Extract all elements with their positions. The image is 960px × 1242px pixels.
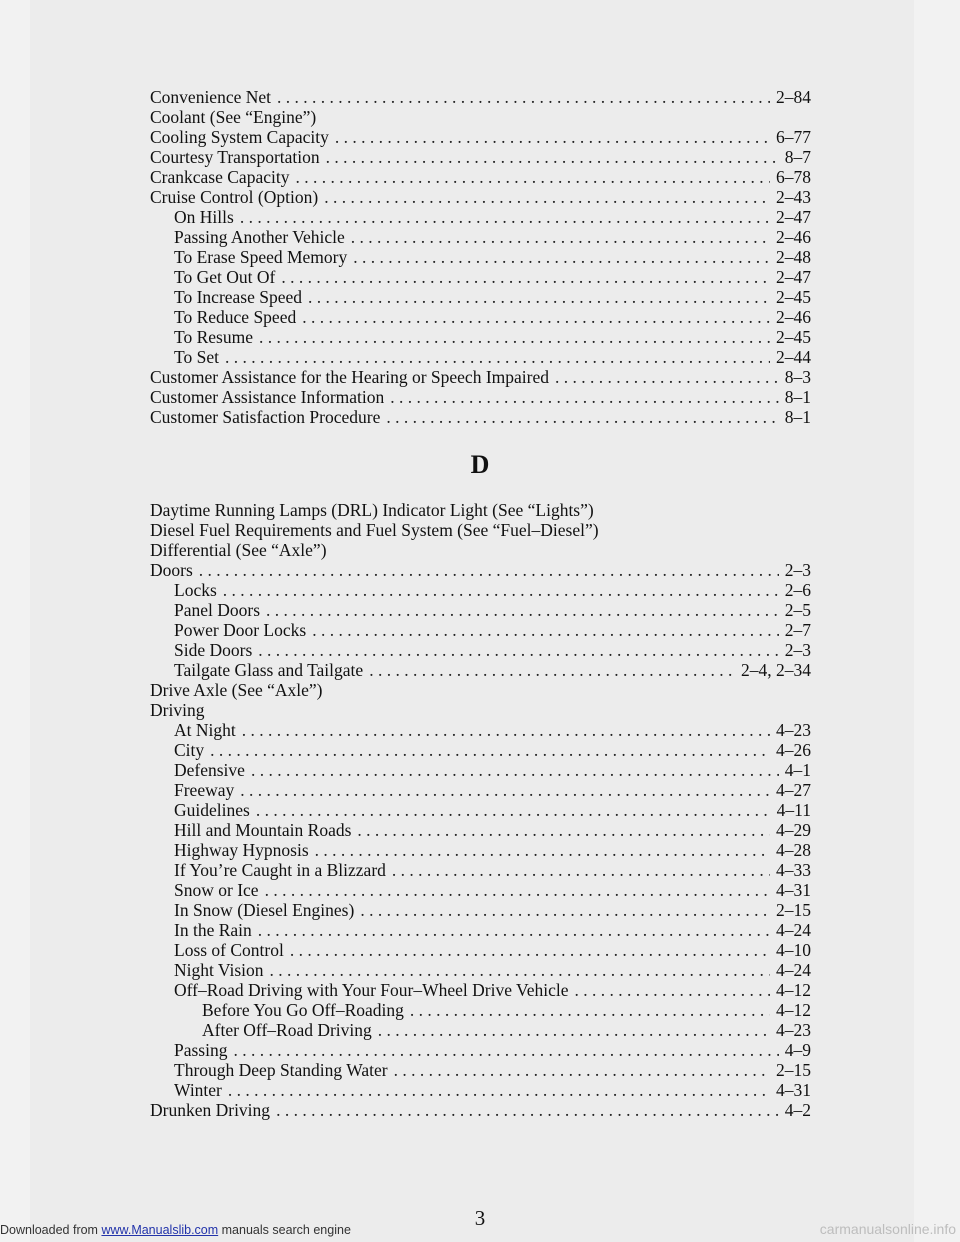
index-entry	[150, 347, 811, 367]
index-term: Tailgate Glass and Tailgate	[174, 660, 364, 680]
index-term: Cruise Control (Option)	[150, 187, 319, 207]
dot-leader	[386, 407, 778, 427]
index-entry	[150, 860, 811, 880]
index-page-ref: 4–33	[776, 860, 811, 880]
index-term: To Erase Speed Memory	[174, 247, 348, 267]
index-entry	[150, 680, 811, 700]
dot-leader	[270, 960, 770, 980]
index-page-ref: 4–28	[776, 840, 811, 860]
index-page-ref: 2–3	[784, 640, 811, 660]
dot-leader	[223, 580, 779, 600]
index-entry	[150, 940, 811, 960]
index-entry	[150, 520, 811, 540]
index-page-ref: 2–43	[776, 187, 811, 207]
index-page-ref: 2–45	[776, 287, 811, 307]
index-entry	[150, 87, 811, 107]
index-page-ref: 4–27	[776, 780, 811, 800]
index-entry	[150, 920, 811, 940]
index-page-ref: 8–1	[784, 407, 811, 427]
dot-leader	[302, 307, 770, 327]
index-term: After Off–Road Driving	[202, 1020, 372, 1040]
dot-leader	[256, 800, 771, 820]
index-term: Differential (See “Axle”)	[150, 540, 327, 560]
index-term: Drunken Driving	[150, 1100, 271, 1120]
dot-leader	[326, 147, 779, 167]
index-term: Cooling System Capacity	[150, 127, 329, 147]
index-term: Drive Axle (See “Axle”)	[150, 680, 323, 700]
index-term: Passing Another Vehicle	[174, 227, 345, 247]
dot-leader	[390, 387, 778, 407]
index-entry	[150, 1080, 811, 1100]
index-term: On Hills	[174, 207, 234, 227]
index-entry	[150, 640, 811, 660]
index-entry	[150, 880, 811, 900]
index-term: Passing	[174, 1040, 228, 1060]
dot-leader	[357, 820, 770, 840]
index-page-ref: 2–47	[776, 207, 811, 227]
dot-leader	[210, 740, 770, 760]
index-term: To Resume	[174, 327, 253, 347]
index-entry	[150, 147, 811, 167]
index-page-ref: 4–10	[776, 940, 811, 960]
index-page-ref: 2–47	[776, 267, 811, 287]
index-page-ref: 6–77	[776, 127, 811, 147]
index-entry	[150, 307, 811, 327]
index-term: Convenience Net	[150, 87, 271, 107]
index-term: To Get Out Of	[174, 267, 276, 287]
index-entry	[150, 167, 811, 187]
banner-suffix: manuals search engine	[218, 1223, 351, 1237]
index-page-ref: 6–78	[776, 167, 811, 187]
dot-leader	[259, 327, 770, 347]
dot-leader	[199, 560, 779, 580]
dot-leader	[351, 227, 770, 247]
index-entry	[150, 980, 811, 1000]
dot-leader	[276, 1100, 779, 1120]
index-term: Crankcase Capacity	[150, 167, 290, 187]
index-page-ref: 4–26	[776, 740, 811, 760]
index-term: Locks	[174, 580, 217, 600]
dot-leader	[251, 760, 779, 780]
index-term: Doors	[150, 560, 193, 580]
dot-leader	[335, 127, 770, 147]
index-term: Hill and Mountain Roads	[174, 820, 352, 840]
index-entry	[150, 580, 811, 600]
index-term: In the Rain	[174, 920, 252, 940]
index-section-d	[150, 500, 811, 1120]
index-page-ref: 2–15	[776, 900, 811, 920]
index-entry	[150, 600, 811, 620]
index-entry	[150, 740, 811, 760]
watermark-text: carmanualsonline.info	[819, 1221, 956, 1237]
index-entry	[150, 800, 811, 820]
index-page-ref: 4–23	[776, 720, 811, 740]
index-term: Panel Doors	[174, 600, 261, 620]
dot-leader	[575, 980, 770, 1000]
index-term: Snow or Ice	[174, 880, 259, 900]
index-page-ref: 4–23	[776, 1020, 811, 1040]
index-page-ref: 2–15	[776, 1060, 811, 1080]
dot-leader	[295, 167, 770, 187]
dot-leader	[258, 640, 778, 660]
index-section-c	[150, 87, 811, 427]
index-entry	[150, 1060, 811, 1080]
index-term: Courtesy Transportation	[150, 147, 320, 167]
dot-leader	[394, 1060, 770, 1080]
index-term: City	[174, 740, 205, 760]
dot-leader	[378, 1020, 770, 1040]
dot-leader	[360, 900, 770, 920]
index-entry	[150, 900, 811, 920]
index-entry	[150, 560, 811, 580]
index-page-ref: 4–31	[776, 1080, 811, 1100]
index-page-ref: 8–7	[784, 147, 811, 167]
index-term: Off–Road Driving with Your Four–Wheel Drive Vehicle	[174, 980, 569, 1000]
index-entry	[150, 720, 811, 740]
index-page-ref: 8–3	[784, 367, 811, 387]
index-entry	[150, 367, 811, 387]
index-page-ref: 4–31	[776, 880, 811, 900]
dot-leader	[240, 780, 770, 800]
index-term: Defensive	[174, 760, 245, 780]
index-page-ref: 4–11	[776, 800, 811, 820]
index-page-ref: 2–46	[776, 307, 811, 327]
index-entry	[150, 660, 811, 680]
index-entry	[150, 820, 811, 840]
index-page-ref: 2–7	[784, 620, 811, 640]
index-entry	[150, 840, 811, 860]
index-entry	[150, 127, 811, 147]
index-entry	[150, 407, 811, 427]
index-entry	[150, 207, 811, 227]
index-page-ref: 2–44	[776, 347, 811, 367]
index-term: Diesel Fuel Requirements and Fuel System (See “Fuel–Diesel”)	[150, 520, 599, 540]
index-entry	[150, 540, 811, 560]
dot-leader	[308, 287, 770, 307]
index-entry	[150, 760, 811, 780]
index-entry	[150, 327, 811, 347]
index-page-ref: 4–24	[776, 920, 811, 940]
index-entry	[150, 227, 811, 247]
index-page-ref: 2–3	[784, 560, 811, 580]
index-term: To Reduce Speed	[174, 307, 297, 327]
dot-leader	[258, 920, 770, 940]
dot-leader	[266, 600, 779, 620]
index-term: Driving	[150, 700, 205, 720]
index-page-ref: 2–48	[776, 247, 811, 267]
index-entry	[150, 1020, 811, 1040]
index-term: Side Doors	[174, 640, 253, 660]
download-banner	[0, 1223, 351, 1237]
index-page-ref: 2–5	[784, 600, 811, 620]
index-page-ref: 8–1	[784, 387, 811, 407]
index-entry	[150, 247, 811, 267]
index-term: At Night	[174, 720, 236, 740]
index-term: Guidelines	[174, 800, 250, 820]
index-page-ref: 2–4, 2–34	[741, 660, 811, 680]
index-term: Loss of Control	[174, 940, 284, 960]
index-page-ref: 2–45	[776, 327, 811, 347]
dot-leader	[240, 207, 770, 227]
index-entry	[150, 107, 811, 127]
index-term: Power Door Locks	[174, 620, 307, 640]
dot-leader	[281, 267, 770, 287]
index-page-ref: 2–6	[784, 580, 811, 600]
index-entry	[150, 1100, 811, 1120]
index-entry	[150, 287, 811, 307]
index-page-ref: 2–46	[776, 227, 811, 247]
manualslib-link[interactable]: www.Manualslib.com	[101, 1223, 219, 1237]
index-term: Night Vision	[174, 960, 264, 980]
dot-leader	[228, 1080, 770, 1100]
index-entry	[150, 700, 811, 720]
dot-leader	[392, 860, 770, 880]
index-page-ref: 4–1	[784, 760, 811, 780]
dot-leader	[265, 880, 770, 900]
index-term: Before You Go Off–Roading	[202, 1000, 404, 1020]
dot-leader	[225, 347, 770, 367]
index-entry	[150, 187, 811, 207]
dot-leader	[233, 1040, 778, 1060]
index-term: Coolant (See “Engine”)	[150, 107, 317, 127]
index-term: To Set	[174, 347, 219, 367]
index-page-ref: 4–24	[776, 960, 811, 980]
dot-leader	[410, 1000, 770, 1020]
index-page-ref: 4–12	[776, 980, 811, 1000]
index-term: Customer Satisfaction Procedure	[150, 407, 381, 427]
index-term: Winter	[174, 1080, 222, 1100]
dot-leader	[290, 940, 770, 960]
index-entry	[150, 780, 811, 800]
index-term: Through Deep Standing Water	[174, 1060, 388, 1080]
index-page-ref: 2–84	[776, 87, 811, 107]
index-term: Daytime Running Lamps (DRL) Indicator Light (See “Lights”)	[150, 500, 594, 520]
dot-leader	[315, 840, 770, 860]
index-term: In Snow (Diesel Engines)	[174, 900, 355, 920]
index-entry	[150, 960, 811, 980]
index-entry	[150, 620, 811, 640]
index-term: Customer Assistance Information	[150, 387, 385, 407]
index-entry	[150, 387, 811, 407]
index-term: Freeway	[174, 780, 235, 800]
index-page-ref: 4–29	[776, 820, 811, 840]
dot-leader	[312, 620, 779, 640]
dot-leader	[242, 720, 770, 740]
index-page-ref: 4–9	[784, 1040, 811, 1060]
index-term: Customer Assistance for the Hearing or Speech Impaired	[150, 367, 549, 387]
dot-leader	[369, 660, 735, 680]
index-entry	[150, 1000, 811, 1020]
index-term: Highway Hypnosis	[174, 840, 309, 860]
page-number: 3	[474, 1206, 486, 1230]
dot-leader	[324, 187, 770, 207]
banner-prefix: Downloaded from	[0, 1223, 102, 1237]
index-entry	[150, 1040, 811, 1060]
section-letter-heading: D	[470, 450, 490, 479]
dot-leader	[555, 367, 779, 387]
index-page-ref: 4–2	[784, 1100, 811, 1120]
index-term: To Increase Speed	[174, 287, 303, 307]
dot-leader	[353, 247, 770, 267]
dot-leader	[277, 87, 770, 107]
index-term: If You’re Caught in a Blizzard	[174, 860, 386, 880]
index-page-ref: 4–12	[776, 1000, 811, 1020]
index-entry	[150, 500, 811, 520]
index-entry	[150, 267, 811, 287]
